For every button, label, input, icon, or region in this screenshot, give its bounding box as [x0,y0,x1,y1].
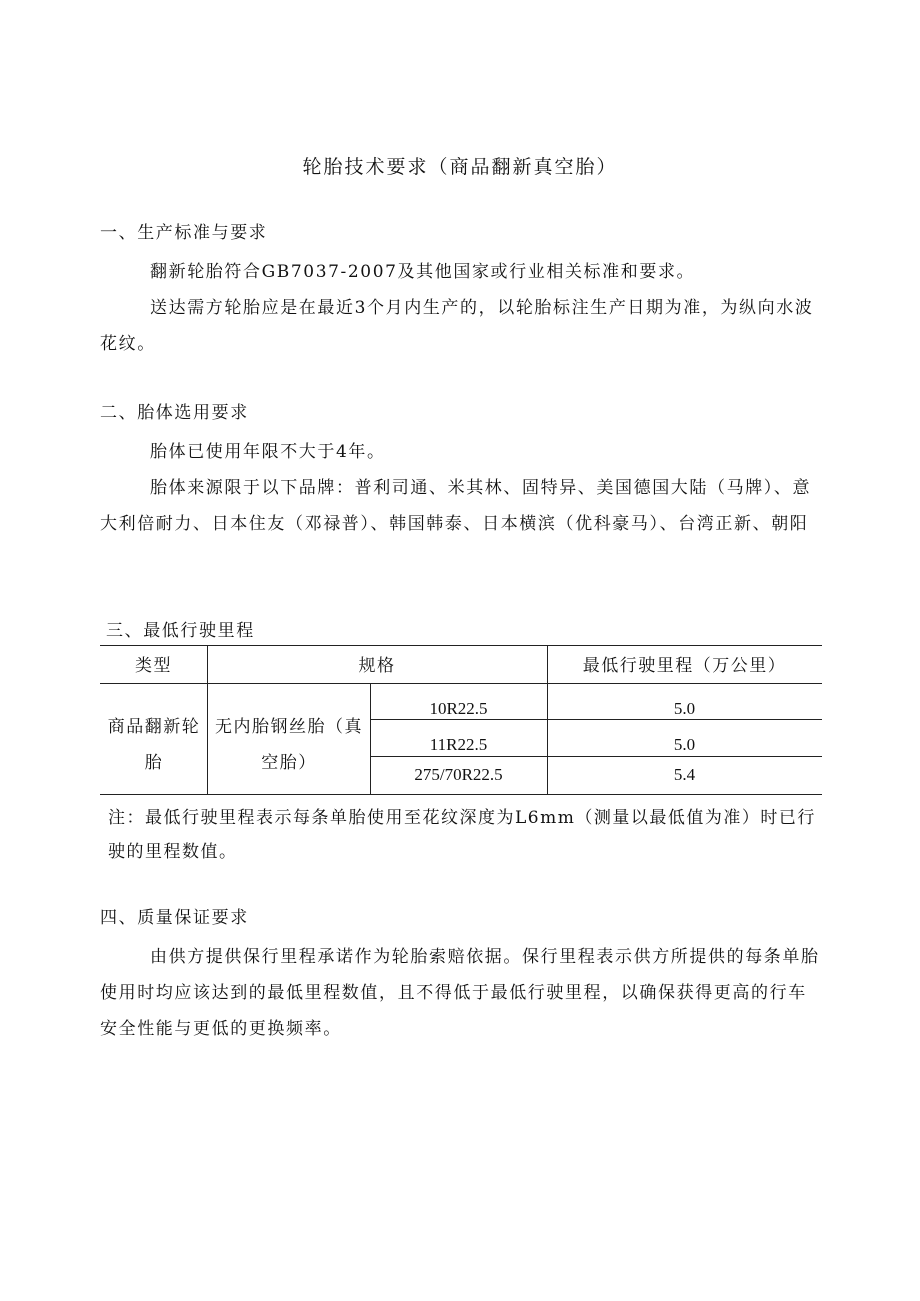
section-2-paragraph-1: 胎体已使用年限不大于4年。 [150,442,386,462]
section-4-body [100,939,822,1047]
section-3-heading: 三、最低行驶里程 [106,621,255,641]
table-rule-bottom [100,794,822,795]
table-note: 注：最低行驶里程表示每条单胎使用至花纹深度为L6mm（测量以最低值为准）时已行驶的里程数值。 [108,808,816,862]
table-cell-mileage: 5.0 [673,735,696,754]
table-cell-mileage: 5.0 [673,699,696,718]
table-header-mileage: 最低行驶里程（万公里） [582,656,787,676]
section-4-paragraph-1: 由供方提供保行里程承诺作为轮胎索赔依据。保行里程表示供方所提供的每条单胎使用时均应该达到的最低里程数值，且不得低于最低行驶里程，以确保获得更高的行车安全性能与更低的更换频率。 [100,947,820,1039]
table-header-type: 类型 [135,656,172,676]
mileage-table [100,645,822,795]
table-cell-size: 10R22.5 [429,699,488,718]
section-1-paragraph-2: 送达需方轮胎应是在最近3个月内生产的，以轮胎标注生产日期为准，为纵向水波花纹。 [100,298,814,354]
section-2-paragraph-2: 胎体来源限于以下品牌：普利司通、米其林、固特异、美国德国大陆（马牌）、意大利倍耐力、日本住友（邓禄普）、韩国韩泰、日本横滨（优科豪马）、台湾正新、朝阳 [100,478,812,534]
table-cell-size: 11R22.5 [429,735,488,754]
section-1-body [100,254,822,362]
section-4-heading: 四、质量保证要求 [100,908,249,928]
table-rule-header [100,683,822,684]
section-1-heading: 一、生产标准与要求 [100,223,268,243]
table-header-spec: 规格 [358,656,396,676]
section-1-paragraph-1: 翻新轮胎符合GB7037-2007及其他国家或行业相关标准和要求。 [150,262,696,282]
table-cell-mileage: 5.4 [673,765,696,784]
section-2-heading: 二、胎体选用要求 [100,403,249,423]
table-rule-top [100,645,822,646]
table-cell-type: 商品翻新轮胎 [107,717,201,773]
table-cell-subtype: 无内胎钢丝胎（真空胎） [215,717,363,773]
table-cell-size: 275/70R22.5 [414,765,503,784]
section-2-body [100,434,822,542]
document-title: 轮胎技术要求（商品翻新真空胎） [302,156,618,178]
